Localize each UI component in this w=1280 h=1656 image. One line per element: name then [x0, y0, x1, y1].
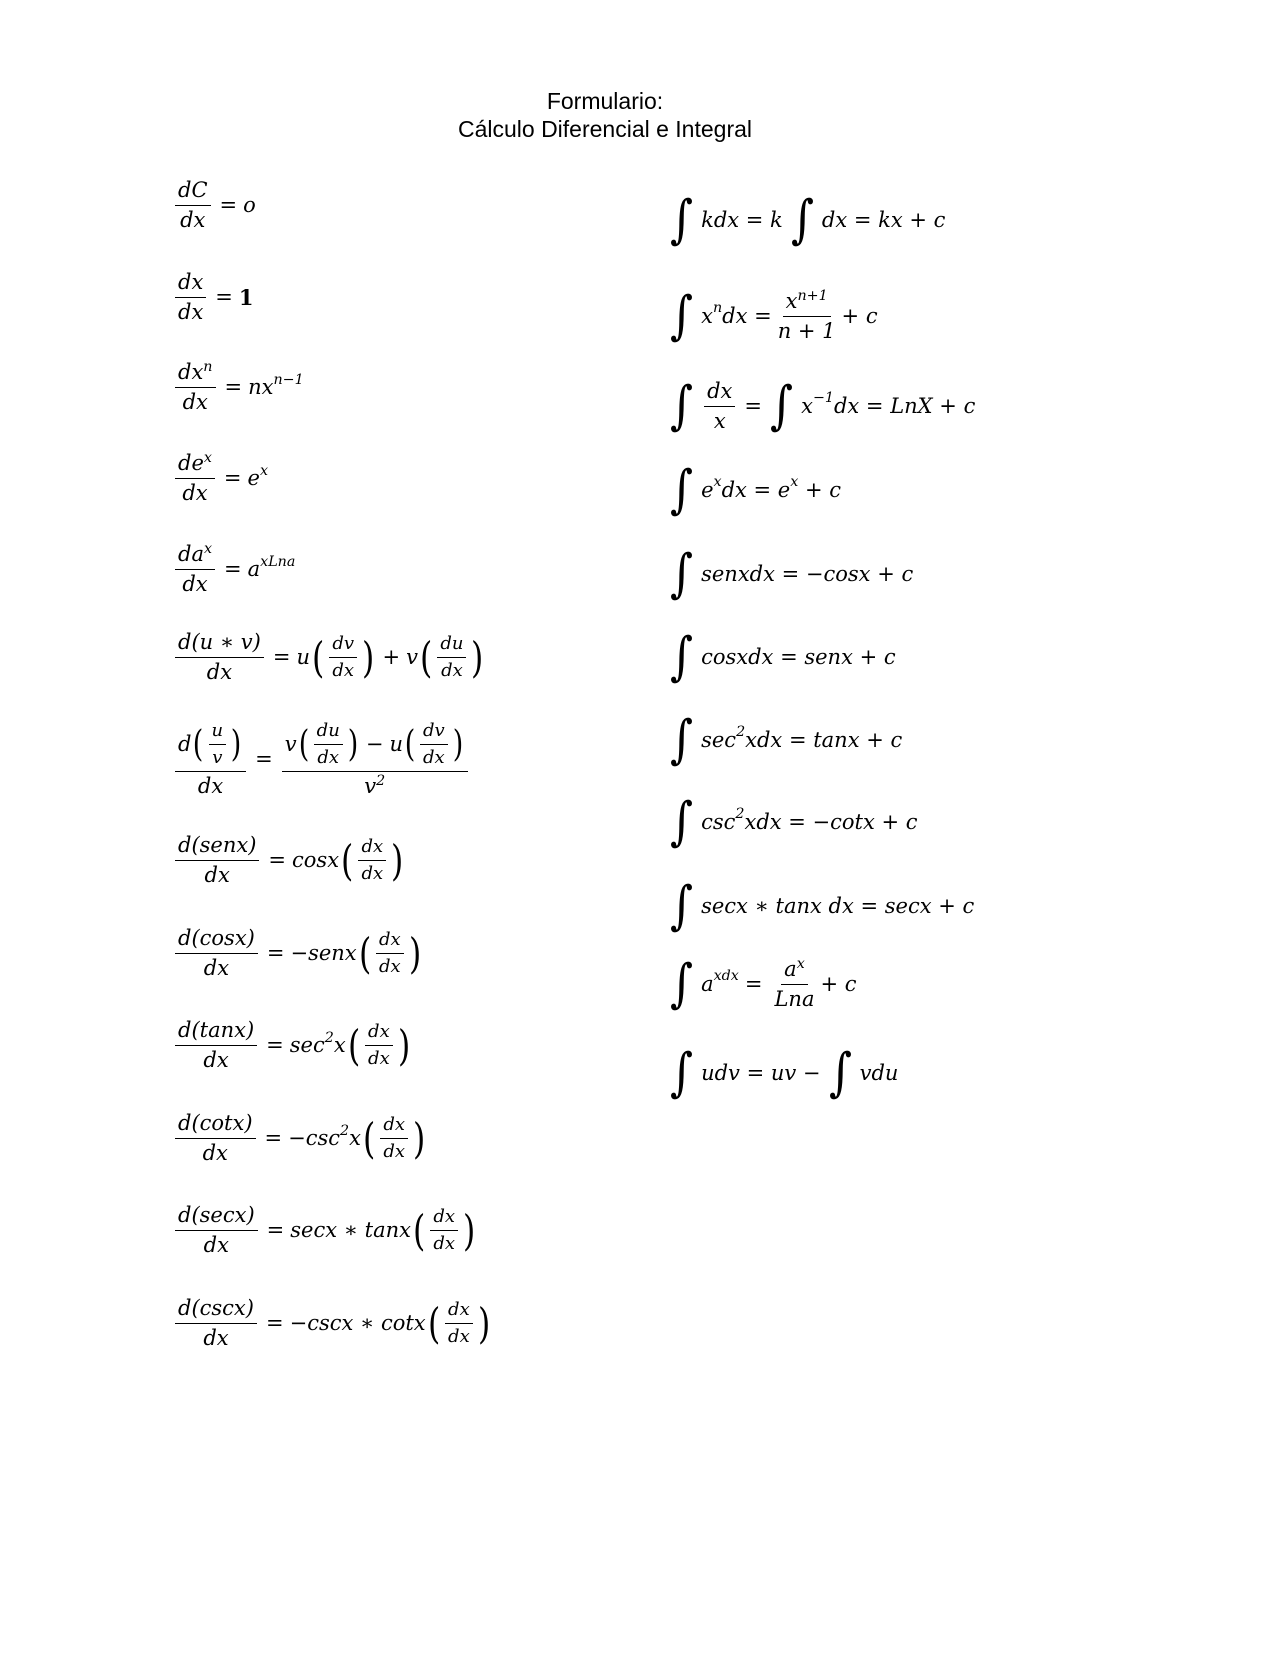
fraction-numerator: d(u ∗ v): [175, 632, 264, 658]
fraction-denominator: dx: [180, 208, 206, 232]
derivative-tangent: $\frac{d(\tan x)}{dx}$ = sec 2 x ( $\frac{dx}{dx}$ ): [172, 1020, 412, 1071]
integral-sign-icon: ∫: [790, 190, 814, 250]
equals-sign: =: [224, 375, 243, 399]
fraction-numerator: d(cotx): [175, 1113, 256, 1139]
integral-sign-icon: ∫: [670, 190, 694, 250]
integrand-base: a: [701, 971, 714, 996]
rhs-exponent: 2: [324, 1029, 334, 1046]
fraction-denominator: dx: [206, 660, 233, 684]
equals-sign: =: [224, 557, 242, 581]
integral-expression: secx ∗ tanx dx = secx + c: [701, 893, 975, 918]
integral-secant-squared: [668, 710, 903, 770]
integral-sign-icon: ∫: [670, 1043, 694, 1103]
numerator-base: a: [784, 956, 797, 981]
fraction-denominator: dx: [203, 1233, 229, 1257]
inner-numerator: dx: [380, 1116, 408, 1139]
equals-sign: =: [266, 1218, 285, 1242]
inner-denominator: dx: [448, 1326, 470, 1347]
integral-sign-icon: ∫: [828, 1043, 852, 1103]
numerator-exponent: x: [796, 955, 805, 972]
rhs-exponent: xLna: [260, 553, 296, 570]
integral-sign-icon: ∫: [670, 954, 694, 1014]
integral-sign-icon: ∫: [670, 376, 694, 436]
integral-rhs: dx = kx + c: [821, 207, 946, 232]
fraction-numerator: d(cosx): [175, 928, 258, 954]
inner-denominator: v: [212, 747, 223, 768]
equals-sign: =: [268, 848, 287, 872]
fraction-denominator: dx: [203, 1048, 229, 1072]
integrand-exponent: 2: [736, 724, 746, 741]
rhs-exponent: 2: [340, 1122, 350, 1139]
derivative-cotangent: $\frac{d(\cot x)}{dx}$ = −csc 2 x ( $\frac{dx}{dx}$ ): [172, 1113, 427, 1164]
integral-power: [668, 286, 878, 346]
fraction-numerator: dx: [175, 272, 206, 298]
equals-sign: =: [266, 941, 285, 965]
denominator-exponent: 2: [376, 773, 386, 790]
constant-term: + c: [841, 303, 878, 328]
integral-sign-icon: ∫: [770, 376, 794, 436]
term-u: u: [296, 645, 310, 669]
constant-term: + c: [820, 971, 857, 996]
inner-numerator: dv: [329, 635, 357, 658]
integral-sign-icon: ∫: [670, 460, 694, 520]
numerator-base: de: [178, 451, 204, 475]
inner-numerator: dx: [376, 931, 404, 954]
integral-sign-icon: ∫: [670, 792, 694, 852]
inner-denominator: dx: [361, 863, 384, 884]
fraction-denominator: dx: [197, 774, 224, 798]
integral-rhs: vdu: [859, 1060, 899, 1085]
derivative-cosine: $\frac{d(\cos x)}{dx}$ = −senx ( $\frac{dx}{dx}$ ): [172, 928, 423, 979]
integral-exponential-e: [668, 460, 842, 520]
rhs-base: sec: [289, 1033, 325, 1057]
inner-denominator: dx: [441, 660, 463, 681]
integrand-tail: dx =: [722, 303, 772, 328]
minus-sign: −: [365, 732, 384, 756]
inner-denominator: dx: [317, 747, 340, 768]
equals-sign: =: [219, 193, 238, 217]
numerator-base: dx: [178, 360, 204, 384]
equals-sign: =: [215, 285, 233, 309]
integral-expression: senxdx = −cosx + c: [701, 561, 914, 586]
integrand-exponent: x: [713, 474, 722, 491]
integrand-base: csc: [701, 809, 736, 834]
rhs-exponent: x: [259, 462, 269, 479]
equals-sign: =: [266, 1033, 284, 1057]
rhs: o: [243, 193, 256, 217]
integral-sign-icon: ∫: [670, 286, 694, 346]
fraction-denominator: dx: [182, 572, 208, 596]
inner-numerator: dx: [430, 1208, 458, 1231]
numerator-exponent: n+1: [797, 287, 828, 304]
derivative-exponential-a: [172, 541, 296, 596]
inner-numerator: dx: [358, 838, 386, 861]
fraction-denominator: dx: [202, 1141, 228, 1165]
term-v: v: [406, 645, 418, 669]
equals-sign: =: [744, 971, 763, 996]
inner-denominator: dx: [383, 1141, 406, 1162]
integrand-exponent: n: [712, 300, 723, 317]
inner-denominator: dx: [368, 1048, 390, 1069]
fraction-numerator: d(secx): [175, 1205, 258, 1231]
integral-secant-tangent: [668, 876, 975, 936]
rhs-exponent: n−1: [273, 371, 304, 388]
numerator-exponent: n: [203, 359, 213, 376]
constant-term: + c: [798, 477, 842, 502]
fraction-numerator: d(tanx): [175, 1020, 257, 1046]
integral-by-parts: [668, 1043, 899, 1103]
plus-sign: +: [382, 645, 401, 669]
derivative-secant: $\frac{d(\sec x)}{dx}$ = secx ∗ tanx ( $\frac{dx}{dx}$ ): [172, 1205, 477, 1256]
numerator-exponent: x: [203, 541, 213, 558]
integral-sign-icon: ∫: [670, 544, 694, 604]
integral-sine: [668, 544, 914, 604]
equals-sign: =: [744, 393, 762, 418]
equals-sign: =: [272, 645, 291, 669]
denominator-base: v: [364, 774, 377, 798]
derivative-power: [172, 359, 304, 414]
equals-sign: =: [264, 1126, 283, 1150]
rhs: −cscx ∗ cotx: [289, 1311, 426, 1335]
rhs-base: nx: [248, 375, 274, 399]
integral-sign-icon: ∫: [670, 876, 694, 936]
rhs: −senx: [290, 941, 357, 965]
fraction-numerator: dC: [175, 180, 211, 206]
fraction-denominator: dx: [178, 300, 204, 324]
inner-denominator: dx: [379, 956, 401, 977]
fraction-denominator: n + 1: [777, 318, 836, 343]
inner-numerator: du: [437, 635, 466, 658]
equals-sign: =: [255, 747, 273, 771]
numerator-base: x: [785, 288, 798, 313]
inner-numerator: du: [314, 722, 343, 745]
rhs-base: a: [247, 557, 261, 581]
integral-sign-icon: ∫: [670, 627, 694, 687]
inner-numerator: dx: [365, 1023, 393, 1046]
title-line-1: Formulario:: [546, 88, 664, 114]
equals-sign: =: [265, 1311, 284, 1335]
derivative-exponential-e: [172, 450, 269, 505]
integral-expression: cosxdx = senx + c: [701, 644, 896, 669]
term-v: v: [284, 732, 297, 756]
derivative-sine: $\frac{\text{d(senx)}}{dx}$ = cosx ( $\frac{dx}{dx}$ ): [172, 835, 406, 886]
integral-exponential-a: [668, 954, 857, 1014]
equals-sign: =: [223, 466, 242, 490]
rhs: secx ∗ tanx: [290, 1218, 412, 1242]
fraction-numerator: d(senx): [175, 835, 259, 861]
integral-lhs: udv = uv −: [701, 1060, 821, 1085]
integrand-tail: dx = e: [721, 477, 791, 502]
fraction-denominator: dx: [203, 1326, 229, 1350]
derivative-identity: [172, 272, 254, 323]
inner-denominator: dx: [332, 660, 355, 681]
title-line-2: Cálculo Diferencial e Integral: [457, 116, 753, 142]
rhs-base: e: [247, 466, 260, 490]
inner-numerator: dx: [445, 1301, 473, 1324]
integrand-exponent: 2: [735, 806, 745, 823]
integral-constant: [668, 190, 946, 250]
integral-cosecant-squared: [668, 792, 918, 852]
rhs-base: −csc: [288, 1126, 341, 1150]
integral-reciprocal: [668, 376, 976, 436]
d-operator: d: [178, 732, 192, 756]
integrand-tail: dx = LnX + c: [833, 393, 976, 418]
inner-denominator: dx: [433, 1233, 456, 1254]
integrand-base: x: [801, 393, 813, 418]
rhs-tail: x: [349, 1126, 361, 1150]
integrand-base: x: [701, 303, 713, 328]
fraction-denominator: dx: [182, 390, 208, 414]
fraction-denominator: Lna: [774, 986, 815, 1011]
rhs: cosx: [292, 848, 340, 872]
integral-sign-icon: ∫: [670, 710, 694, 770]
integrand-base: sec: [701, 727, 737, 752]
fraction-denominator: dx: [203, 956, 230, 980]
integrand-tail: xdx = tanx + c: [745, 727, 903, 752]
rhs-tail: x: [333, 1033, 346, 1057]
result-exponent: x: [790, 474, 799, 491]
derivative-product-rule: $\frac{d(u ∗ v)}{dx}$ = u ( $\frac{dv}{dx}$ ) + v ( $\frac{du}{dx}$ ): [172, 632, 486, 683]
numerator-base: da: [178, 542, 204, 566]
derivative-cosecant: $\frac{d(\csc x)}{dx}$ = −cscx ∗ cotx ( $\frac{dx}{dx}$ ): [172, 1298, 492, 1349]
rhs: 1: [238, 285, 254, 310]
term-u: u: [389, 732, 403, 756]
inner-numerator: u: [209, 722, 227, 745]
fraction-numerator: dx: [704, 381, 735, 407]
fraction-denominator: dx: [204, 863, 230, 887]
inner-numerator: dv: [420, 722, 448, 745]
derivative-quotient-rule: d ( $\frac{u}{v}$ ) dx = v ( $\frac{du}{dx}$ ) − u ( $\frac{dv}{dx}$ ) $v^2$: [172, 722, 471, 797]
integral-cosine: [668, 627, 896, 687]
fraction-denominator: x: [713, 408, 726, 433]
integrand-exponent: xdx: [713, 968, 739, 985]
numerator-exponent: x: [203, 450, 212, 467]
derivative-constant: [172, 180, 256, 231]
integrand-tail: xdx = −cotx + c: [744, 809, 918, 834]
inner-denominator: dx: [423, 747, 445, 768]
integrand-base: e: [701, 477, 714, 502]
integrand-exponent: −1: [812, 390, 834, 407]
integral-lhs: kdx = k: [701, 207, 783, 232]
fraction-numerator: d(cscx): [175, 1298, 257, 1324]
fraction-denominator: dx: [182, 481, 208, 505]
